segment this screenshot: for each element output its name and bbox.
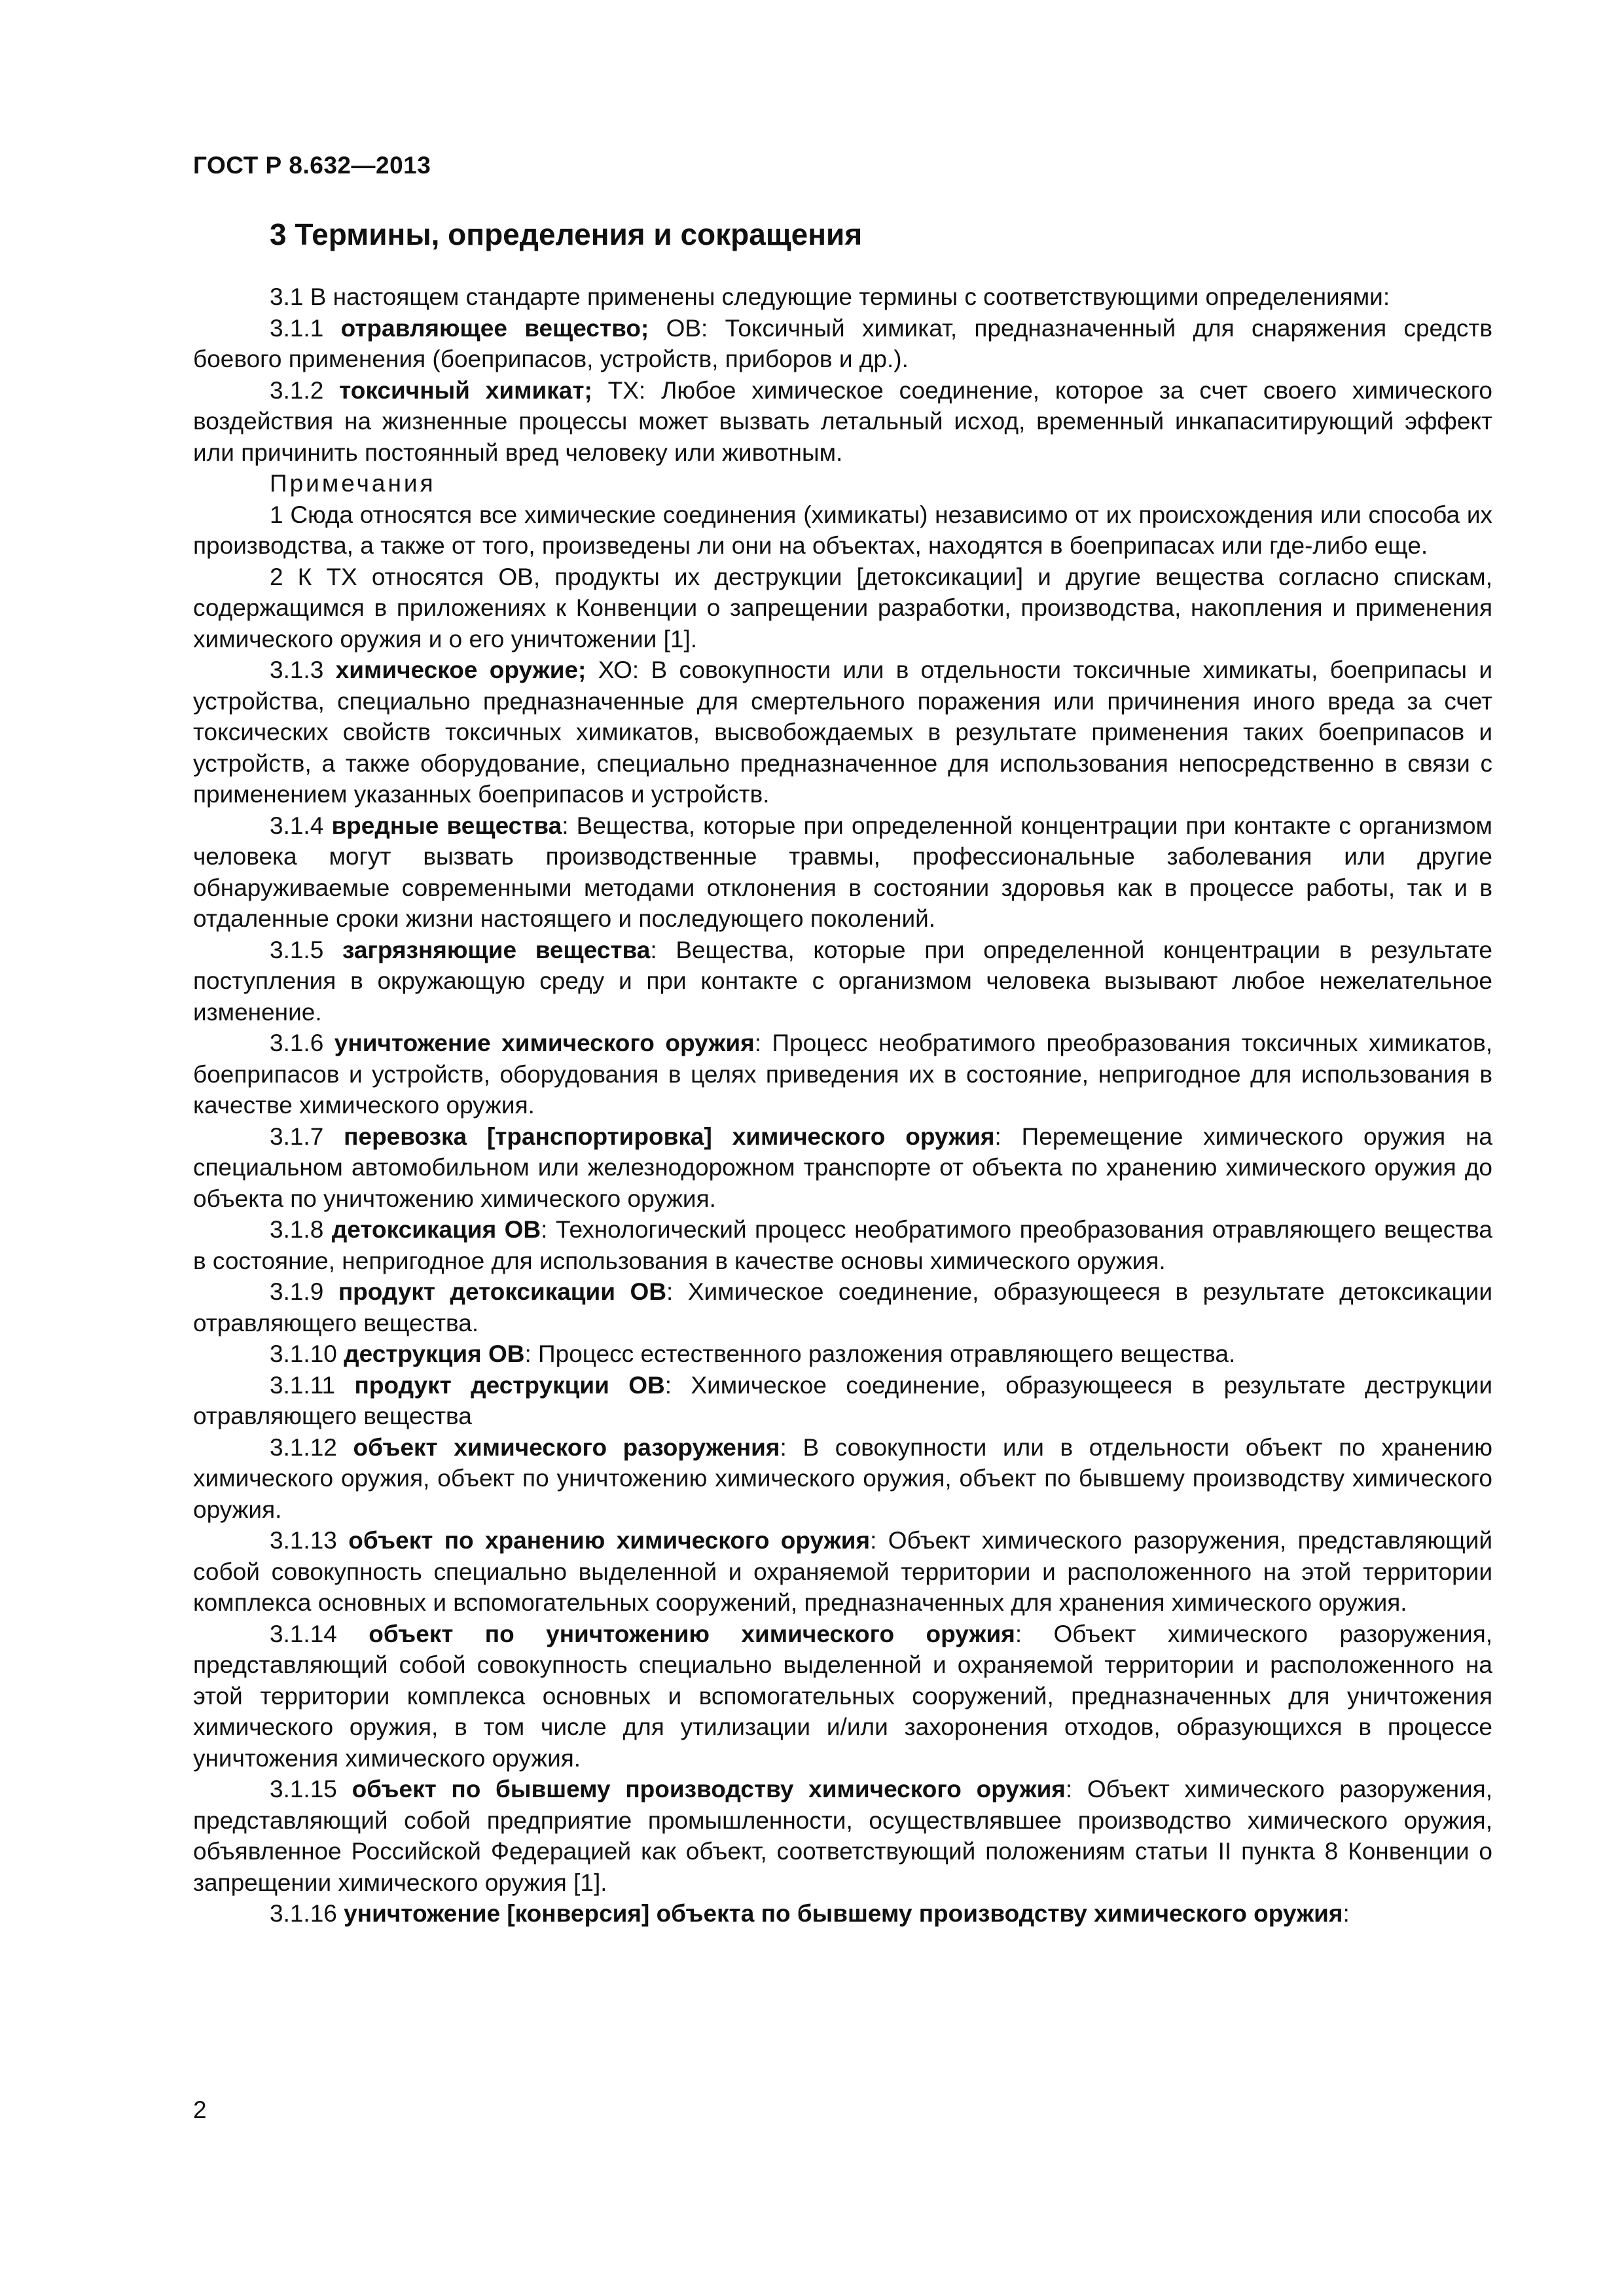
term-text: : (1343, 1900, 1350, 1927)
term-name: загрязняющие вещества (342, 936, 651, 963)
intro-paragraph: 3.1 В настоящем стандарте применены следующие термины с соответствующими определениями: (270, 283, 1390, 310)
term-name: уничтожение [конверсия] объекта по бывшему производству химического оружия (344, 1900, 1343, 1927)
section-title: 3 Термины, определения и сокращения (270, 217, 863, 251)
term-name: продукт деструкции ОВ (354, 1371, 665, 1399)
term-number: 3.1.13 (270, 1527, 337, 1554)
term-name: деструкция ОВ (344, 1340, 525, 1367)
term-name: токсичный химикат; (339, 376, 592, 404)
term-definition (193, 1338, 1492, 1370)
term-number: 3.1.2 (270, 376, 324, 404)
term-definition (193, 1619, 1492, 1774)
term-number: 3.1.10 (270, 1340, 337, 1367)
term-name: объект химического разоружения (353, 1433, 780, 1461)
term-definition (193, 1432, 1492, 1526)
term-name: объект по уничтожению химического оружия (369, 1620, 1015, 1647)
term-text: ОВ: Токсичный химикат, предназначенный для снаряжения средств боевого применения (боеприпасов, устройств, приборов и др.). (193, 314, 1492, 372)
term-definition (193, 1525, 1492, 1619)
term-text: : Объект химического разоружения, представляющий собой совокупность специально выделенной и охраняемой территории и расположенного на этой территории комплекса основных и вспомогательных сооружений, предназначенных для уничтожения химического оружия, в том числе для утилизации и/или захоронения отходов, образующихся в процессе уничтожения химического оружия. (193, 1620, 1493, 1772)
term-text: : Химическое соединение, образующееся в результате деструкции отравляющего вещества (193, 1371, 1493, 1429)
term-number: 3.1.12 (270, 1433, 337, 1461)
term-name: объект по бывшему производству химического оружия (352, 1776, 1066, 1803)
term-text: : Объект химического разоружения, представляющий собой предприятие промышленности, осуществлявшее производство химического оружия, объявленное Российской Федерацией как объект, соответствующий положениям статьи II пункта 8 Конвенции о запрещении химического оружия [1]. (193, 1776, 1492, 1896)
term-text: ХО: В совокупности или в отдельности токсичные химикаты, боеприпасы и устройства, специально предназначенные для смертельного поражения или причинения иного вреда за счет токсических свойств токсичных химикатов, высвобождаемых в результате применения таких боеприпасов и устройств, а также оборудование, специально предназначенное для использования непосредственно в связи с применением указанных боеприпасов и устройств. (193, 656, 1492, 808)
term-number: 3.1.7 (270, 1122, 324, 1150)
term-number: 3.1.8 (270, 1216, 324, 1243)
term-name: отравляющее вещество; (340, 314, 649, 342)
terms-list-b (193, 655, 1492, 1929)
term-definition (193, 1028, 1492, 1121)
term-definition (193, 655, 1492, 810)
term-text: : Процесс необратимого преобразования токсичных химикатов, боеприпасов и устройств, оборудования в целях приведения их в состояние, непригодное для использования в качестве химического оружия. (193, 1030, 1493, 1119)
term-text: : Процесс естественного разложения отравляющего вещества. (524, 1340, 1236, 1367)
term-number: 3.1.14 (270, 1620, 337, 1647)
note-item: 1 Сюда относятся все химические соединения (химикаты) независимо от их происхождения или способа их производства, а также от того, произведены ли они на объектах, находятся в боеприпасах или где-либо еще. (193, 501, 1492, 559)
term-definition (193, 1370, 1492, 1432)
term-number: 3.1.11 (270, 1371, 336, 1399)
term-name: детоксикация ОВ (331, 1216, 541, 1243)
note-item: 2 К ТХ относятся ОВ, продукты их деструкции [детоксикации] и другие вещества согласно спискам, содержащимся в приложениях к Конвенции о запрещении разработки, производства, накопления и применения химического оружия и о его уничтожении [1]. (193, 563, 1492, 653)
term-text: : Объект химического разоружения, представляющий собой совокупность специально выделенной и охраняемой территории и расположенного на этой территории комплекса основных и вспомогательных сооружений, предназначенных для хранения химического оружия. (193, 1527, 1493, 1616)
term-definition (193, 1121, 1492, 1215)
term-name: уничтожение химического оружия (334, 1030, 755, 1056)
document-code: ГОСТ Р 8.632—2013 (193, 152, 431, 179)
term-definition (193, 1276, 1492, 1338)
term-number: 3.1.15 (270, 1776, 337, 1803)
term-number: 3.1.4 (270, 812, 324, 839)
term-name: химическое оружие; (335, 656, 586, 683)
term-definition (193, 810, 1492, 935)
term-text: : Химическое соединение, образующееся в результате детоксикации отравляющего вещества. (193, 1278, 1492, 1336)
page-number: 2 (193, 2096, 207, 2123)
term-name: объект по хранению химического оружия (348, 1527, 871, 1554)
term-text: : Вещества, которые при определенной концентрации при контакте с организмом человека могут вызвать производственные травмы, профессиональные заболевания или другие обнаруживаемые современными методами отклонения в состоянии здоровья как в процессе работы, так и в отдаленные сроки жизни настоящего и последующего поколений. (193, 812, 1492, 932)
term-number: 3.1.1 (270, 314, 324, 342)
term-definition (193, 313, 1492, 375)
term-name: перевозка [транспортировка] химического оружия (344, 1122, 995, 1150)
term-number: 3.1.5 (270, 936, 324, 963)
term-name: продукт детоксикации ОВ (338, 1278, 667, 1305)
term-text: : В совокупности или в отдельности объект по хранению химического оружия, объект по уничтожению химического оружия, объект по бывшему производству химического оружия. (193, 1433, 1493, 1523)
term-definition (193, 375, 1492, 469)
notes-heading: Примечания (270, 470, 436, 497)
body-text (193, 281, 1492, 1929)
term-number: 3.1.16 (270, 1900, 337, 1927)
term-name: вредные вещества (331, 812, 562, 839)
term-number: 3.1.9 (270, 1278, 324, 1305)
term-number: 3.1.3 (270, 656, 324, 683)
terms-list-a (193, 313, 1492, 469)
term-text: : Перемещение химического оружия на специальном автомобильном или железнодорожном транспорте от объекта по хранению химического оружия до объекта по уничтожению химического оружия. (193, 1122, 1492, 1212)
term-definition (193, 1774, 1492, 1898)
term-text: : Вещества, которые при определенной концентрации в результате поступления в окружающую среду и при контакте с организмом человека вызывают любое нежелательное изменение. (193, 936, 1493, 1026)
term-definition (193, 1898, 1492, 1929)
term-definition (193, 935, 1492, 1028)
term-definition (193, 1214, 1492, 1276)
term-text: : Технологический процесс необратимого преобразования отравляющего вещества в состояние, непригодное для использования в качестве основы химического оружия. (193, 1216, 1492, 1274)
term-number: 3.1.6 (270, 1030, 324, 1056)
term-text: ТХ: Любое химическое соединение, которое за счет своего химического воздействия на жизненные процессы может вызвать летальный исход, временный инкапаситирующий эффект или причинить постоянный вред человеку или животным. (193, 376, 1493, 466)
